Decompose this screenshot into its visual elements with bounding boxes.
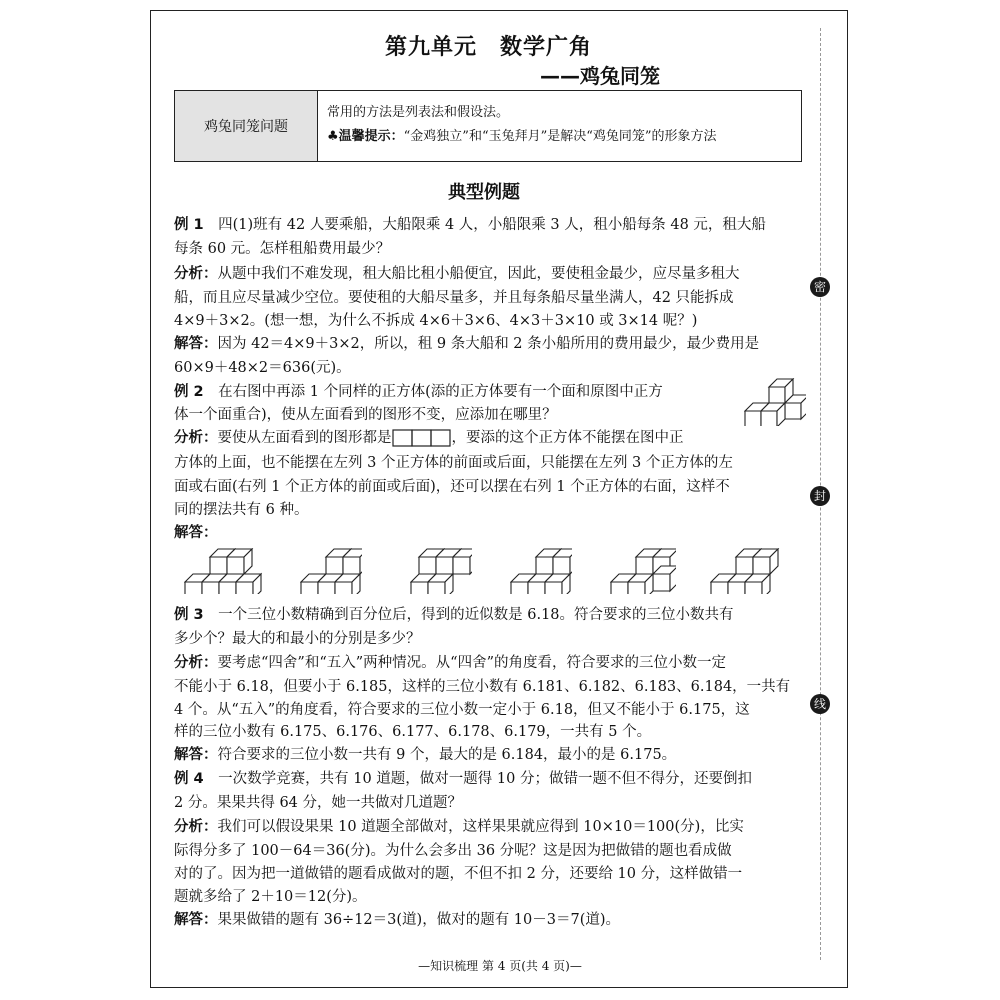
binding-mark-mi: 密 — [810, 277, 830, 297]
ex1-question-line1: 例 1 四(1)班有 42 人要乘船，大船限乘 4 人，小船限乘 3 人，租小船每条 48 元，租大船 — [174, 217, 766, 233]
section-title: 典型例题 — [448, 182, 520, 203]
ex2-question-line2: 体一个面重合)，使从左面看到的图形不变，应添加在哪里？ — [174, 407, 557, 423]
cube-answer-6 — [710, 548, 786, 594]
cube-answer-1 — [184, 548, 262, 594]
ex2-analysis-line1: 分析：要使从左面看到的图形都是 ，要添的这个正方体不能摆在图中正 — [174, 430, 684, 446]
knowledge-content — [327, 101, 797, 149]
knowledge-box — [174, 90, 802, 162]
ex3-question-line2: 多少个？最大的和最小的分别是多少？ — [174, 631, 421, 647]
tip-label: ♣温馨提示： — [327, 129, 404, 144]
ex1-analysis-line2: 船，而且应尽量减少空位。要使租的大船尽量多，并且每条船尽量坐满人，42 只能拆成 — [174, 290, 734, 306]
ex3-answer-line1: 解答：符合要求的三位小数一共有 9 个，最大的是 6.184，最小的是 6.175。 — [174, 747, 677, 763]
ex4-question-line2: 2 分。果果共得 64 分，她一共做对几道题？ — [174, 795, 463, 811]
ex3-analysis-line2: 不能小于 6.18，但要小于 6.185，这样的三位小数有 6.181、6.182、6.183、6.184，一共有 — [174, 679, 791, 695]
knowledge-topic: 鸡兔同笼问题 — [175, 91, 318, 161]
ex2-analysis-line2: 方体的上面，也不能摆在左列 3 个正方体的前面或后面，只能摆在左列 3 个正方体的左 — [174, 455, 733, 471]
ex2-analysis-line4: 同的摆法共有 6 种。 — [174, 502, 309, 518]
ex4-label: 例 4 — [174, 771, 204, 787]
left-view-icon — [392, 429, 452, 447]
ex1-question-line2: 每条 60 元。怎样租船费用最少？ — [174, 241, 391, 257]
tip-text: “金鸡独立”和“玉兔拜月”是解决“鸡兔同笼”的形象方法 — [403, 129, 717, 144]
ex1-answer-line1: 解答：因为 42＝4×9＋3×2，所以，租 9 条大船和 2 条小船所用的费用最少，最少费用是 — [174, 336, 760, 352]
cube-figure-original — [744, 378, 806, 426]
ex4-analysis-line1: 分析：我们可以假设果果 10 道题全部做对，这样果果就应得到 10×10＝100(分)，比实 — [174, 819, 744, 835]
cube-answer-3 — [410, 548, 472, 594]
binding-mark-xian: 线 — [810, 694, 830, 714]
ex2-answer-label: 解答： — [174, 525, 218, 541]
ex1-label: 例 1 — [174, 217, 204, 233]
ex4-answer-line1: 解答：果果做错的题有 36÷12＝3(道)，做对的题有 10－3＝7(道)。 — [174, 912, 621, 928]
cube-answer-5 — [610, 548, 676, 594]
ex4-analysis-line4: 题就多给了 2＋10＝12(分)。 — [174, 889, 367, 905]
cube — [227, 549, 252, 574]
ex1-analysis-line3: 4×9＋3×2。(想一想，为什么不拆成 4×6＋3×6、4×3＋3×10 或 3×14 呢？) — [174, 313, 698, 329]
cube — [753, 549, 778, 574]
ex3-question-line1: 例 3 一个三位小数精确到百分位后，得到的近似数是 6.18。符合要求的三位小数共有 — [174, 607, 734, 623]
ex3-analysis-line1: 分析：要考虑“四舍”和“五入”两种情况。从“四舍”的角度看，符合要求的三位小数一定 — [174, 655, 726, 671]
ex3-analysis-line3: 4 个。从“五入”的角度看，符合要求的三位小数一定小于 6.18，但又不能小于 6.175，这 — [174, 702, 750, 718]
ex4-analysis-line3: 对的了。因为把一道做错的题看成做对的题，不但不扣 2 分，还要给 10 分，这样做错一 — [174, 866, 743, 882]
page-footer: —知识梳理 第 4 页(共 4 页)— — [418, 959, 582, 973]
knowledge-method: 常用的方法是列表法和假设法。 — [327, 105, 510, 120]
ex1-analysis-line1: 分析：从题中我们不难发现，租大船比租小船便宜，因此，要使租金最少，应尽量多租大 — [174, 266, 740, 282]
ex3-analysis-line4: 样的三位小数有 6.175、6.176、6.177、6.178、6.179，一共有 5 个。 — [174, 724, 652, 740]
unit-title: 第九单元 数学广角 — [385, 35, 593, 60]
ex2-question-line1: 例 2 在右图中再添 1 个同样的正方体(添的正方体要有一个面和原图中正方 — [174, 384, 663, 400]
cube-answer-4 — [510, 548, 572, 594]
cube-answer-2 — [300, 548, 362, 594]
binding-mark-feng: 封 — [810, 486, 830, 506]
unit-subtitle: ——鸡兔同笼 — [540, 64, 660, 88]
ex2-label: 例 2 — [174, 384, 204, 400]
ex1-answer-line2: 60×9＋48×2＝636(元)。 — [174, 360, 351, 376]
ex4-analysis-line2: 际得分多了 100－64＝36(分)。为什么会多出 36 分呢？这是因为把做错的题也看成做 — [174, 843, 732, 859]
ex2-analysis-line3: 面或右面(右列 1 个正方体的前面或后面)，还可以摆在右列 1 个正方体的右面，这样不 — [174, 479, 730, 495]
knowledge-tip — [327, 125, 797, 149]
ex4-question-line1: 例 4 一次数学竞赛，共有 10 道题，做对一题得 10 分；做错一题不但不得分，还要倒扣 — [174, 771, 752, 787]
ex3-label: 例 3 — [174, 607, 204, 623]
